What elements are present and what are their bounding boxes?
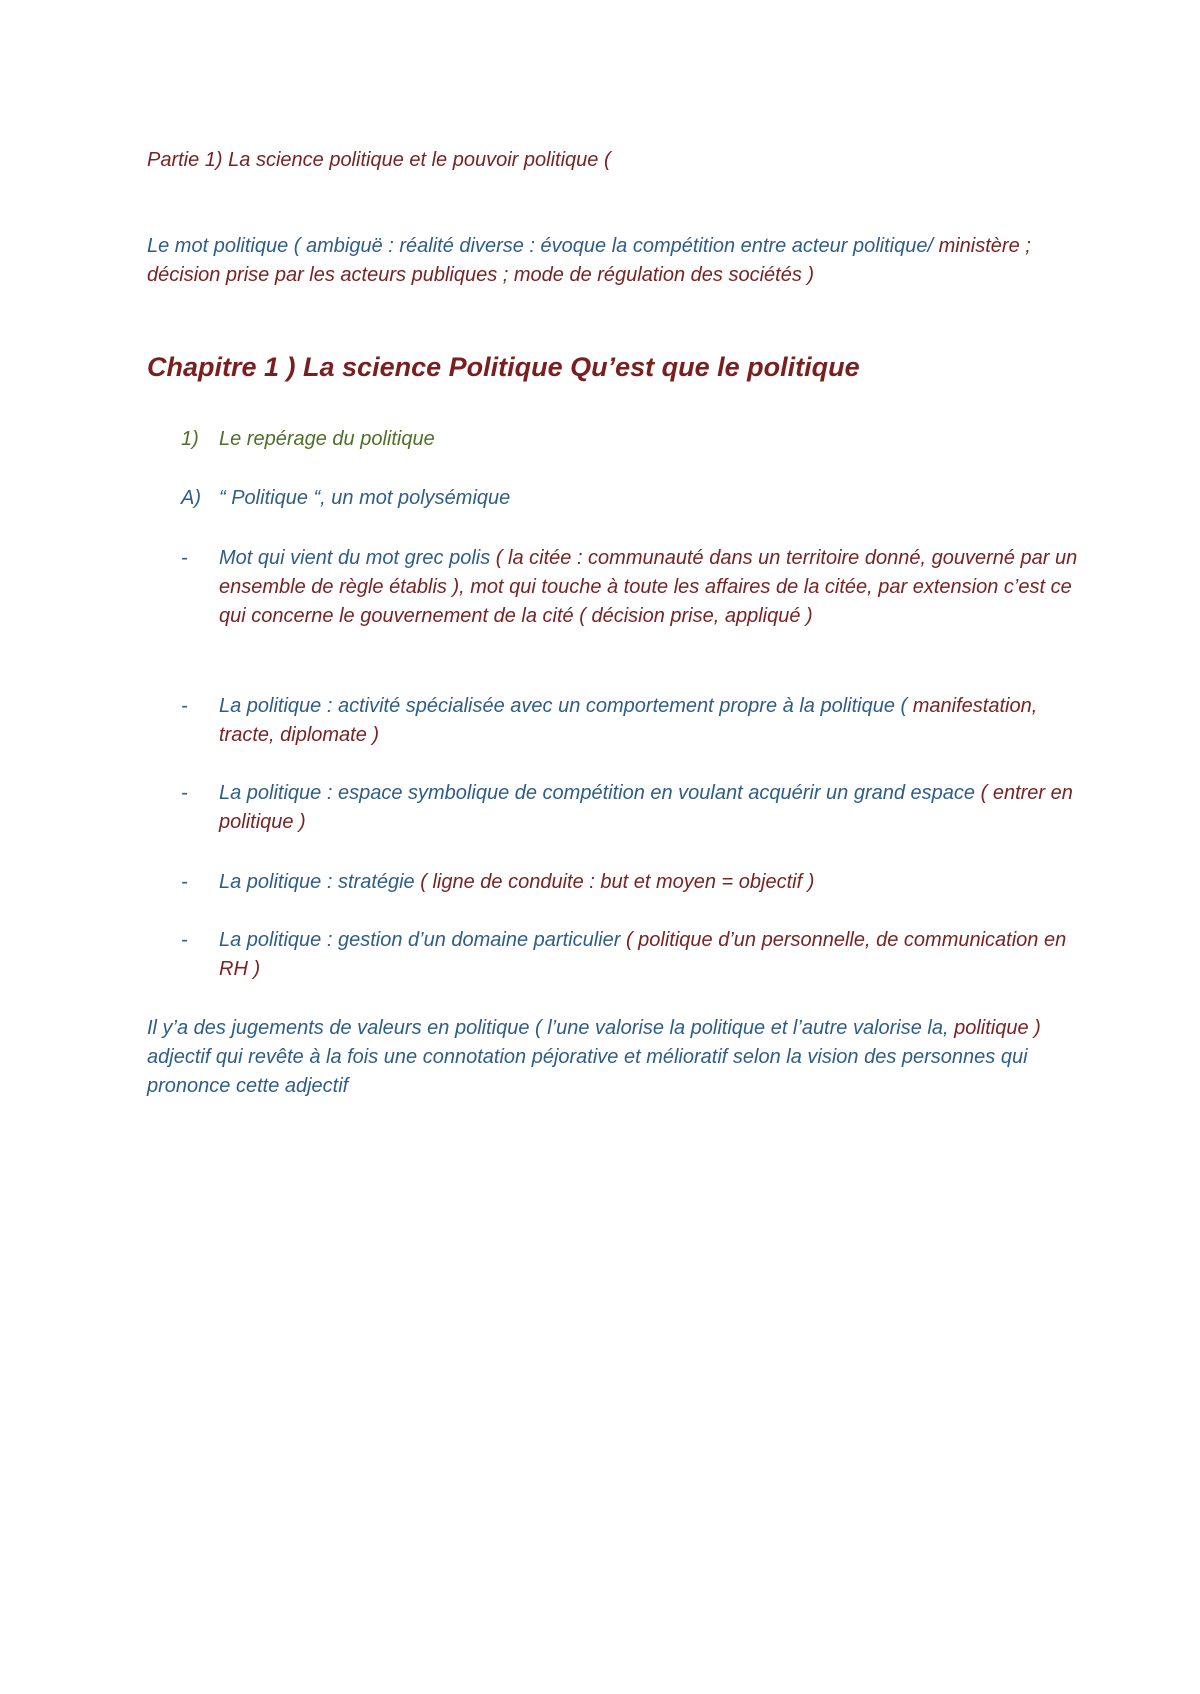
bullet-text-red: ( entrer en politique ): [219, 782, 1073, 833]
conclusion-text-red: politique ): [954, 1017, 1041, 1039]
conclusion-text-blue: Il y’a des jugements de valeurs en politique ( l’une valorise la politique et l’autre valorise la,: [147, 1017, 955, 1039]
bullet-dash: -: [181, 871, 188, 893]
bullet-text: [219, 868, 1081, 897]
section-1-title: Le repérage du politique: [219, 428, 435, 450]
intro-text-blue: Le mot politique ( ambiguë : réalité diverse : évoque la compétition entre acteur politique/: [147, 235, 939, 257]
section-a-marker: A): [181, 487, 201, 509]
bullet-item: [181, 692, 1081, 750]
bullet-dash: -: [181, 695, 188, 717]
bullet-item: [181, 868, 1081, 897]
section-1-marker: 1): [181, 428, 199, 450]
bullet-text-red: ( ligne de conduite : but et moyen = objectif ): [420, 871, 815, 893]
bullet-text: [219, 692, 1081, 750]
bullet-text-red: manifestation, tracte, diplomate ): [219, 695, 1038, 746]
bullet-item: [181, 544, 1081, 631]
bullet-dash: -: [181, 782, 188, 804]
bullet-item: [181, 926, 1081, 984]
chapter-title: Chapitre 1 ) La science Politique Qu’est que le politique: [147, 352, 860, 382]
section-1: [181, 425, 1081, 454]
conclusion-text-blue-2: adjectif qui revête à la fois une connotation péjorative et mélioratif selon la vision des personnes qui prononce cette adjectif: [147, 1046, 1028, 1097]
section-a-title: “ Politique “, un mot polysémique: [219, 487, 511, 509]
part-heading: Partie 1) La science politique et le pouvoir politique (: [147, 149, 611, 171]
bullet-text: [219, 926, 1081, 984]
bullet-text-blue: La politique : stratégie: [219, 871, 421, 893]
bullet-text-red: ( politique d’un personnelle, de communication en RH ): [219, 929, 1067, 980]
intro-paragraph: [147, 232, 1087, 290]
bullet-dash: -: [181, 929, 188, 951]
bullet-text: [219, 544, 1081, 631]
bullet-item: [181, 779, 1081, 837]
bullet-text-blue: La politique : gestion d’un domaine particulier: [219, 929, 626, 951]
bullet-text-blue: Mot qui vient du mot grec polis: [219, 547, 496, 569]
bullet-dash: -: [181, 547, 188, 569]
bullet-text-red: ( la citée : communauté dans un territoire donné, gouverné par un ensemble de règle établis ), mot qui touche à toute les affaires de la citée, par extension c’est ce qui concerne le gouvernement de la cité ( décision prise, appliqué ): [219, 547, 1078, 627]
intro-text-red: ministère ; décision prise par les acteurs publiques ; mode de régulation des sociétés ): [147, 235, 1031, 286]
bullet-text-blue: La politique : espace symbolique de compétition en voulant acquérir un grand espace: [219, 782, 981, 804]
conclusion-paragraph: [147, 1014, 1077, 1101]
bullet-text: [219, 779, 1081, 837]
bullet-text-blue: La politique : activité spécialisée avec un comportement propre à la politique (: [219, 695, 913, 717]
section-a: [181, 484, 1081, 513]
